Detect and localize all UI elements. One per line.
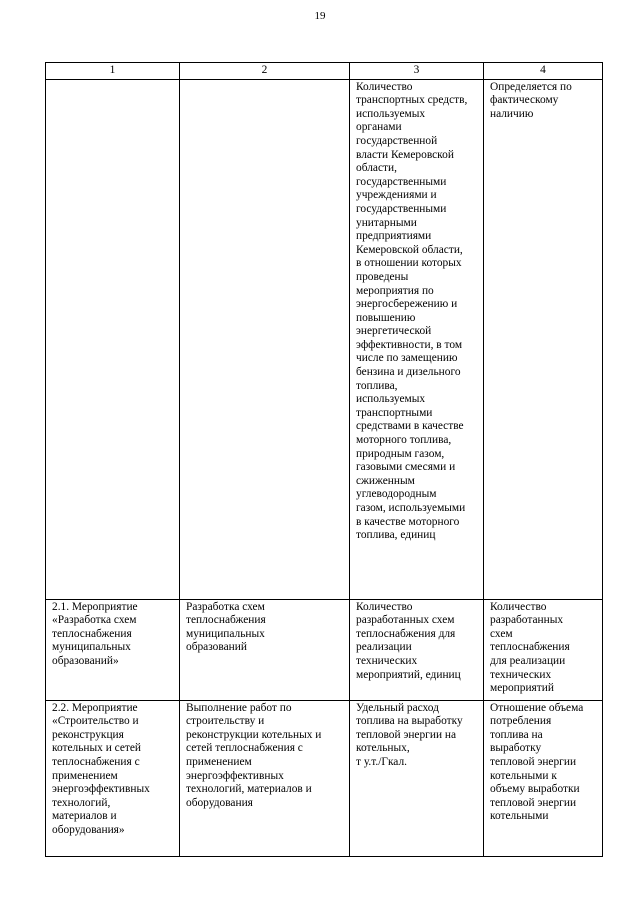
table-cell	[180, 700, 350, 856]
table-cell	[350, 700, 484, 856]
table-cell	[180, 599, 350, 700]
column-header-4: 4	[484, 63, 603, 80]
table-cell	[46, 79, 180, 599]
table-cell	[484, 700, 603, 856]
table-cell	[46, 700, 180, 856]
column-header-1: 1	[46, 63, 180, 80]
column-header-2: 2	[180, 63, 350, 80]
cell-text: Определяется по фактическому наличию	[490, 80, 572, 120]
table-cell	[350, 79, 484, 599]
cell-text: Количество транспортных средств, используемых органами государственной власти Кемеровской области, государственными учреждениями и государственными унитарными предприятиями Кемеровской области, в отношении которых проведены мероприятия по энергосбережению и повышению энергетической эффективности, в том числе по замещению бензина и дизельного топлива, используемых транспортными средствами в качестве моторного топлива, природным газом, газовыми смесями и сжиженным углеводородным газом, используемыми в качестве моторного топлива, единиц	[356, 80, 468, 542]
column-header-3: 3	[350, 63, 484, 80]
cell-text: 2.2. Мероприятие «Строительство и реконструкция котельных и сетей теплоснабжения с применением энергоэффективных технологий, материалов и оборудования»	[52, 701, 150, 836]
cell-text: Отношение объема потребления топлива на выработку тепловой энергии котельными к объему выработки тепловой энергии котельными	[490, 701, 584, 823]
cell-text: Количество разработанных схем теплоснабжения для реализации технических мероприятий, единиц	[356, 600, 461, 681]
table-row	[46, 599, 603, 700]
cell-text: 2.1. Мероприятие «Разработка схем теплоснабжения муниципальных образований»	[52, 600, 138, 667]
table-cell	[46, 599, 180, 700]
cell-text: Выполнение работ по строительству и реконструкции котельных и сетей теплоснабжения с применением энергоэффективных технологий, материалов и оборудования	[186, 701, 322, 809]
table-cell	[484, 79, 603, 599]
cell-text: Разработка схем теплоснабжения муниципальных образований	[186, 600, 266, 654]
cell-text: Количество разработанных схем теплоснабжения для реализации технических мероприятий	[490, 600, 570, 695]
cell-text: Удельный расход топлива на выработку тепловой энергии на котельных, т у.т./Гкал.	[356, 701, 463, 768]
table-cell	[484, 599, 603, 700]
table-cell	[350, 599, 484, 700]
table-cell	[180, 79, 350, 599]
table-header-row	[46, 63, 603, 80]
page-number: 19	[314, 10, 326, 22]
table-row	[46, 79, 603, 599]
table-row	[46, 700, 603, 856]
measures-table	[45, 62, 603, 857]
